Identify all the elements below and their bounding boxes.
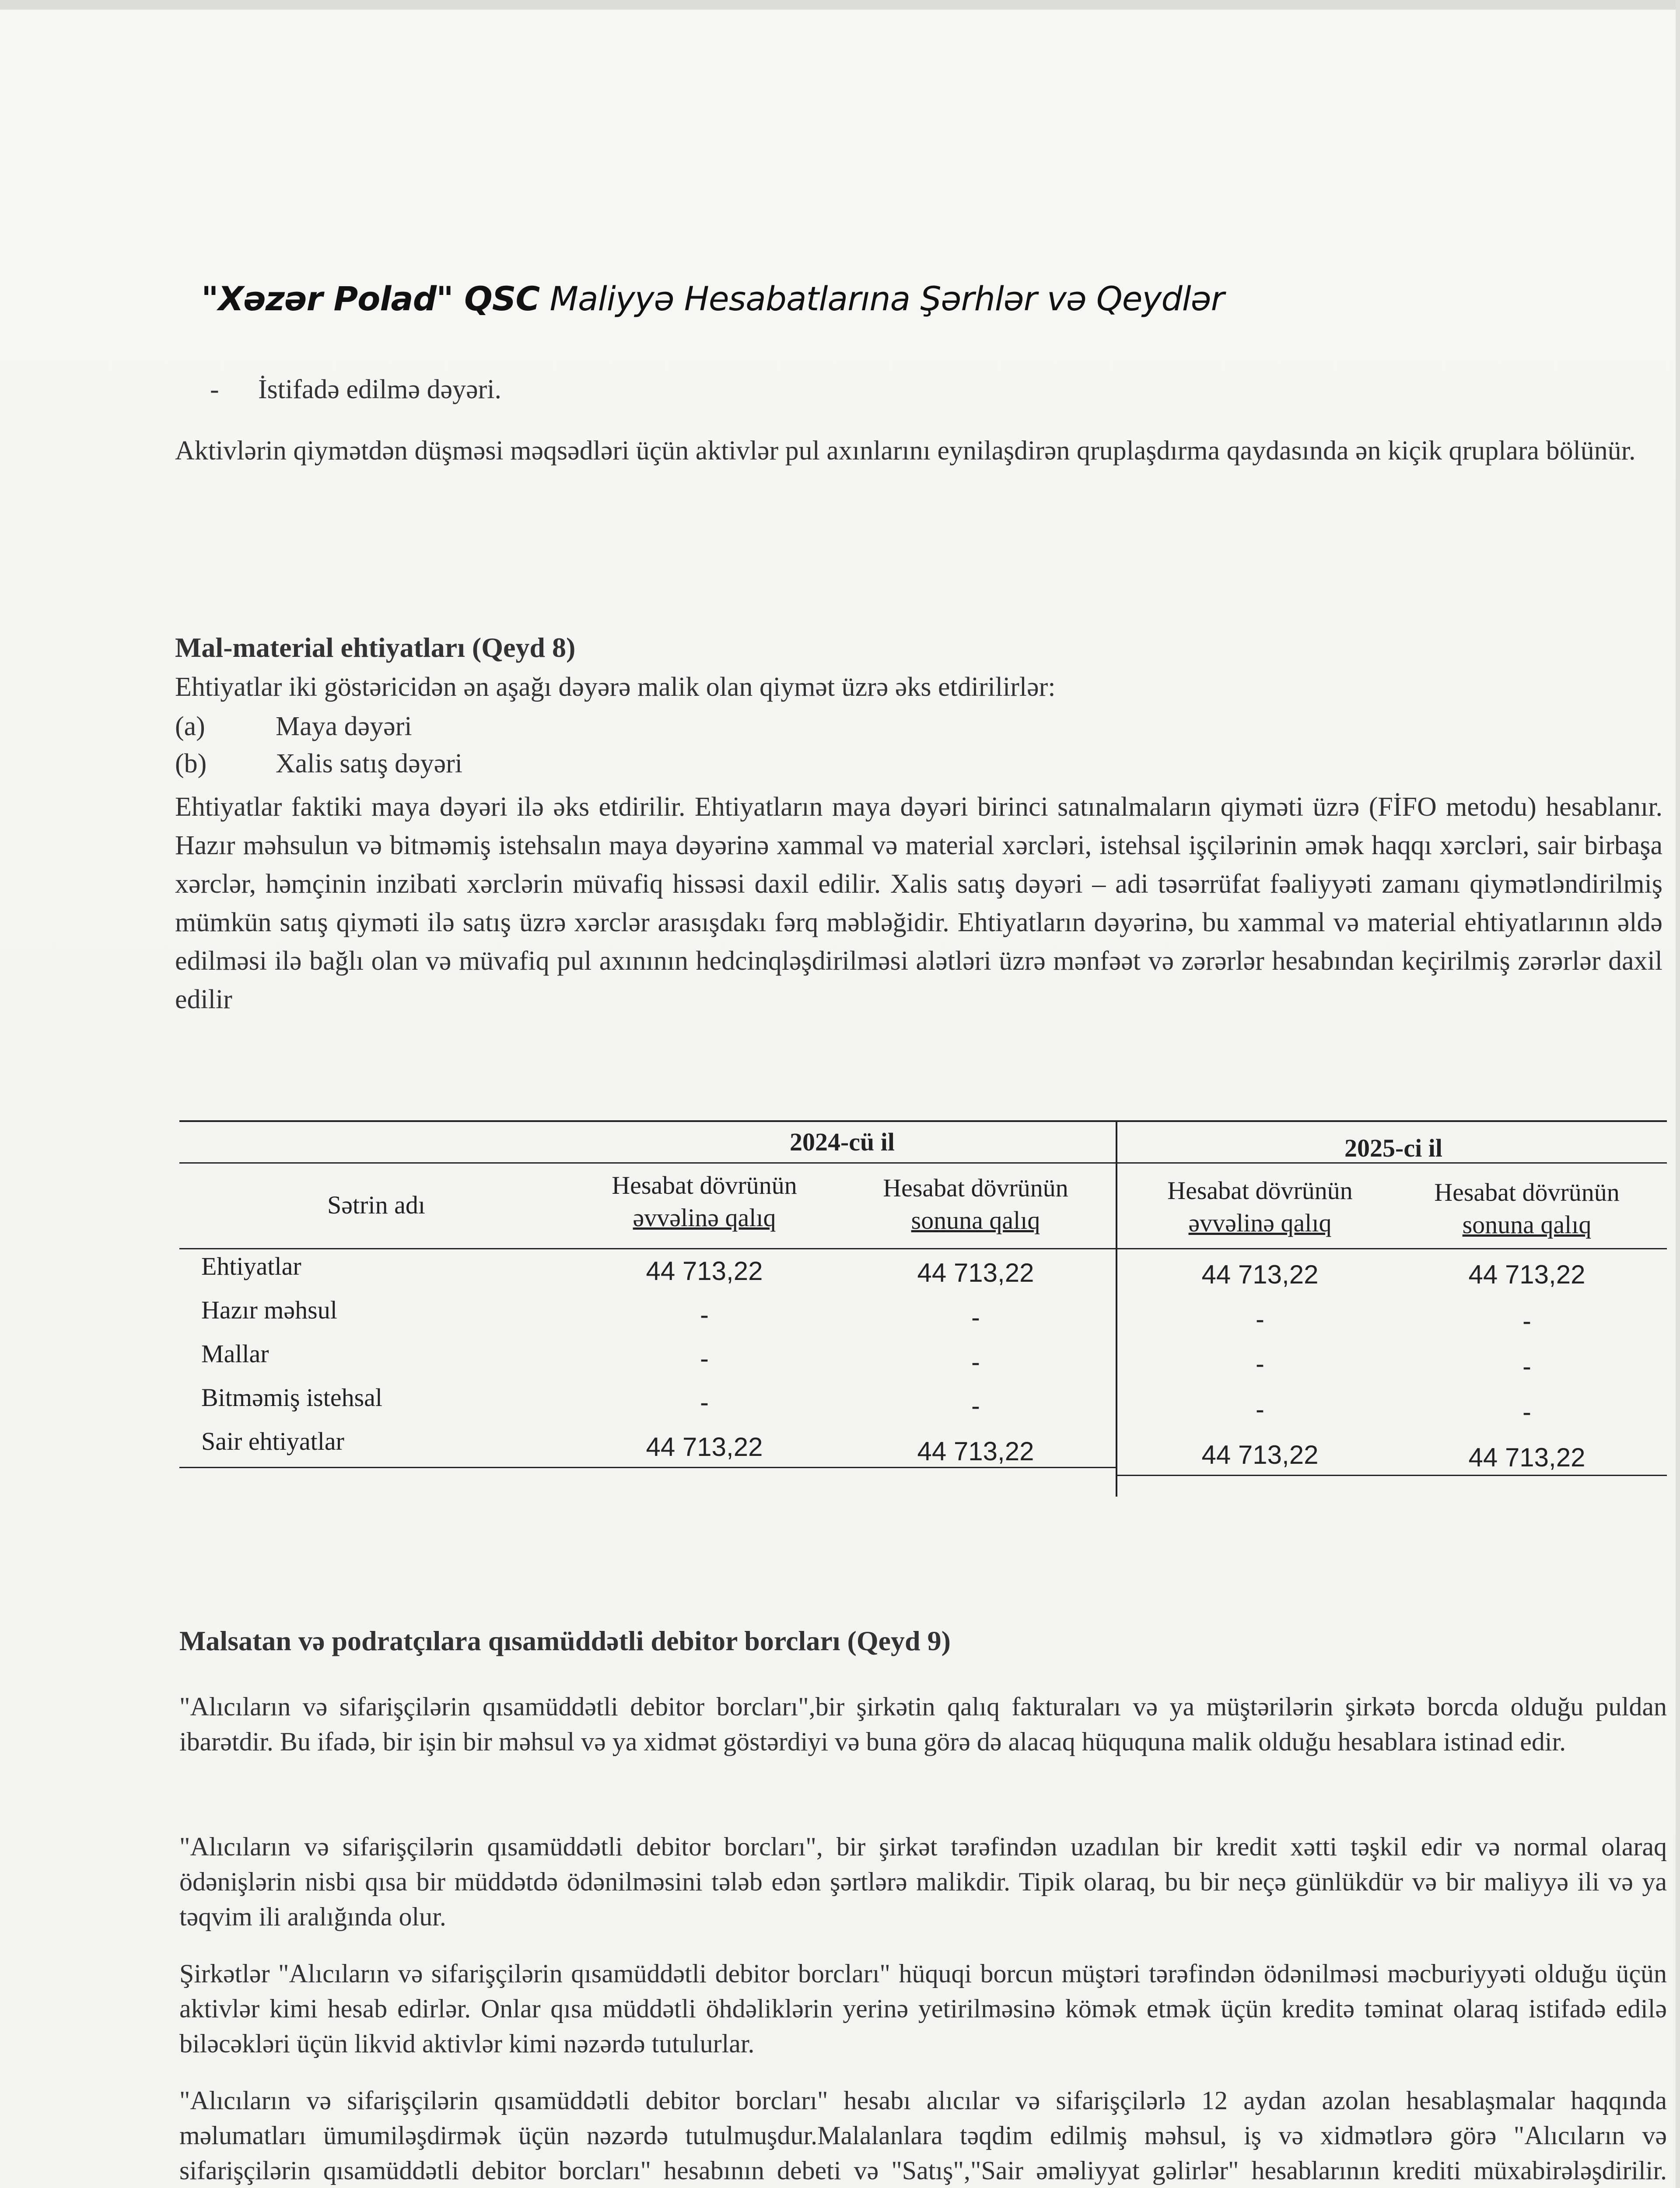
item-a-text: Maya dəyəri	[276, 712, 412, 741]
item-a-marker: (a)	[175, 712, 205, 741]
table-top-rule	[179, 1120, 1667, 1122]
cell-value: -	[971, 1391, 980, 1420]
inventory-item-b	[175, 746, 462, 781]
cell-value: -	[700, 1300, 709, 1329]
cell-value: 44 713,22	[1468, 1443, 1586, 1472]
cell-value: -	[971, 1303, 980, 1332]
item-b-marker: (b)	[175, 749, 207, 778]
receivables-paragraph-3: Şirkətlər "Alıcıların və sifarişçilərin qısamüddətli debitor borcları" hüquqi borcun müştəri tərəfindən ödənilməsi məcburiyyəti olduğu üçün aktivlər kimi hesab edirlər. Onlar qısa müddətli öhdəliklərin yerinə yetirilməsinə kömək etmək üçün kreditə təminat olaraq istifadə edilə biləcəkləri üçün likvid aktivlər kimi nəzərdə tutulurlar.	[179, 1959, 1667, 2058]
bullet-dash: -	[210, 375, 219, 404]
col-2024-end	[836, 1172, 1116, 1237]
year-2025-header: 2025-ci il	[1344, 1134, 1442, 1162]
cell-value: -	[700, 1344, 709, 1373]
table-header-rule	[179, 1248, 1667, 1249]
page-header	[201, 279, 1224, 318]
row-label-bitmemis-istehsal: Bitməmiş istehsal	[201, 1383, 383, 1412]
receivables-paragraph-4: "Alıcıların və sifarişçilərin qısamüddətli debitor borcları" hesabı alıcılar və sifarişçilərlə 12 aydan azolan hesablaşmalar haqqında məlumatları ümumiləşdirmək üçün nəzərdə tutulmuşdur.Malalanlara təqdim edilmiş məhsul, iş və xidmətlərə görə "Alıcıların və sifarişçilərin qısamüddətli debitor borcları" hesabının debeti və "Satış","Sair əməliyyat gəlirlər" hesablarının krediti müxabirələşdirilir.	[179, 2086, 1667, 2185]
col-2024-end-line1: Hesabat dövrünün	[883, 1174, 1068, 1202]
scan-top-edge	[0, 0, 1680, 10]
cell-value: -	[1522, 1397, 1531, 1427]
cell-value: 44 713,22	[917, 1437, 1034, 1466]
item-b-text: Xalis satış dəyəri	[276, 749, 463, 778]
table-bottom-rule-2024	[179, 1467, 1116, 1468]
col-2025-begin-line2: əvvəlinə qalıq	[1188, 1209, 1332, 1237]
col-2024-begin-line1: Hesabat dövrünün	[612, 1171, 797, 1199]
col-2025-end	[1387, 1176, 1667, 1241]
col-2025-begin	[1120, 1175, 1400, 1239]
col-2024-end-line2: sonuna qalıq	[911, 1206, 1040, 1234]
cell-value: 44 713,22	[1201, 1260, 1319, 1289]
inventory-heading: Mal-material ehtiyatları (Qeyd 8)	[175, 632, 576, 663]
table-bottom-rule-2025	[1117, 1475, 1667, 1476]
row-label-mallar: Mallar	[201, 1339, 269, 1368]
scan-right-edge	[1676, 0, 1680, 2188]
cell-value: 44 713,22	[1201, 1440, 1319, 1469]
col-2025-end-line2: sonuna qalıq	[1462, 1210, 1592, 1239]
company-name: "Xəzər Polad" QSC	[201, 279, 540, 318]
year-2024-header: 2024-cü il	[789, 1128, 895, 1156]
cell-value: 44 713,22	[646, 1256, 763, 1286]
col-2025-begin-line1: Hesabat dövrünün	[1167, 1176, 1353, 1205]
receivables-paragraph-1: "Alıcıların və sifarişçilərin qısamüddətli debitor borcları",bir şirkətin qalıq fakturaları və ya müştərilərin şirkətə borcda olduğu puldan ibarətdir. Bu ifadə, bir işin bir məhsul və ya xidmət göstərdiyi və buna görə də alacaq hüququna malik olduğu hesablara istinad edir.	[179, 1692, 1667, 1756]
cell-value: -	[1256, 1304, 1264, 1334]
col-2024-begin	[564, 1169, 844, 1234]
row-label-sair-ehtiyatlar: Sair ehtiyatlar	[201, 1427, 344, 1455]
cell-value: -	[1256, 1395, 1264, 1424]
receivables-heading: Malsatan və podratçılara qısamüddətli debitor borcları (Qeyd 9)	[179, 1625, 951, 1656]
col-2025-end-line1: Hesabat dövrünün	[1434, 1178, 1620, 1206]
cell-value: -	[1256, 1349, 1264, 1378]
row-name-header: Sətrin adı	[327, 1191, 425, 1219]
receivables-paragraph-2: "Alıcıların və sifarişçilərin qısamüddətli debitor borcları", bir şirkət tərəfindən uzadılan bir kredit xətti təşkil edir və normal olaraq ödənişlərin nisbi qısa bir müddətdə ödənilməsini tələb edən şərtlərə malikdir. Tipik olaraq, bu bir neçə günlükdür və bir maliyyə ili və ya təqvim ili aralığında olur.	[179, 1832, 1667, 1931]
cell-value: -	[700, 1388, 709, 1417]
inventory-paragraph: Ehtiyatlar faktiki maya dəyəri ilə əks etdirilir. Ehtiyatların maya dəyəri birinci satınalmaların qiyməti üzrə (FİFO metodu) hesablanır. Hazır məhsulun və bitməmiş istehsalın maya dəyərinə xammal və material xərcləri, istehsal işçilərinin əmək haqqı xərcləri, sair birbaşa xərclər, həmçinin inzibati xərclərin müvafiq hissəsi daxil edilir. Xalis satış dəyəri – adi təsərrüfat fəaliyyəti zamanı qiymətləndirilmiş mümkün satış qiyməti ilə satış üzrə xərclər arasışdakı fərq məbləğidir. Ehtiyatların dəyərinə, bu xammal və material ehtiyatlarının əldə edilməsi ilə bağlı olan və müvafiq pul axınının hedcinqləşdirilməsi alətləri üzrə mənfəət və zərərlər hesabından keçirilmiş zərərlər daxil edilir	[175, 792, 1662, 1014]
cell-value: 44 713,22	[646, 1432, 763, 1462]
row-label-hazir-mehsul: Hazır məhsul	[201, 1296, 337, 1324]
inventory-intro: Ehtiyatlar iki göstəricidən ən aşağı dəyərə malik olan qiymət üzrə əks etdirilirlər:	[175, 672, 1056, 702]
col-2024-begin-line2: əvvəlinə qalıq	[633, 1203, 776, 1232]
bullet-text: İstifadə edilmə dəyəri.	[258, 375, 502, 404]
inventory-item-a	[175, 709, 412, 744]
table-year-divider	[1116, 1120, 1117, 1497]
intro-paragraph: Aktivlərin qiymətdən düşməsi məqsədləri üçün aktivlər pul axınlarını eynilaşdirən qruplaşdırma qaydasında ən kiçik qruplara bölünür.	[175, 436, 1636, 466]
cell-value: -	[1522, 1306, 1531, 1336]
cell-value: -	[971, 1347, 980, 1377]
bullet-line	[210, 372, 501, 407]
cell-value: 44 713,22	[1468, 1260, 1586, 1289]
row-label-ehtiyatlar: Ehtiyatlar	[201, 1252, 301, 1280]
cell-value: 44 713,22	[917, 1258, 1034, 1287]
header-title: Maliyyə Hesabatlarına Şərhlər və Qeydlər	[550, 279, 1224, 318]
cell-value: -	[1522, 1352, 1531, 1381]
